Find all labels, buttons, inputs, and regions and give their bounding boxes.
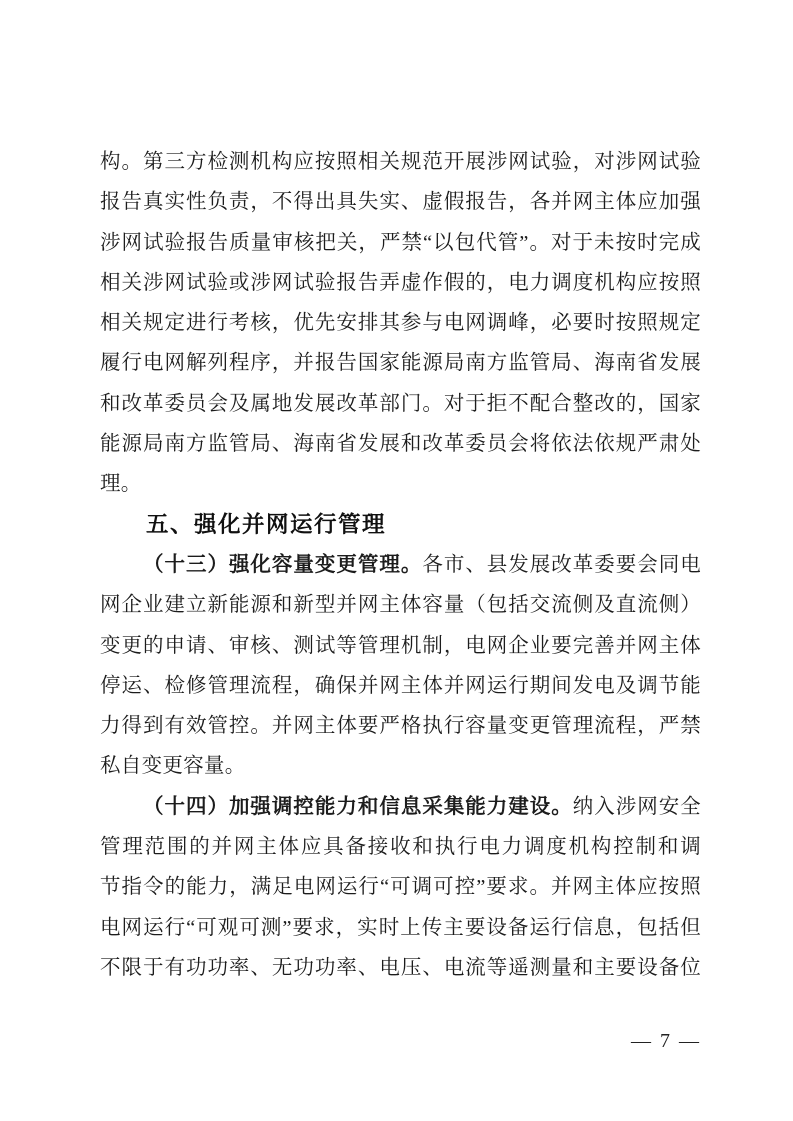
text-line: 变更的申请、审核、测试等管理机制，电网企业要完善并网主体 (100, 634, 701, 657)
text-line: 履行电网解列程序，并报告国家能源局南方监管局、海南省发展 (100, 352, 701, 375)
text-line: 力得到有效管控。并网主体要严格执行容量变更管理流程，严禁 (100, 715, 701, 738)
text-line: 报告真实性负责，不得出具失实、虚假报告，各并网主体应加强 (100, 191, 701, 214)
text-line: 和改革委员会及属地发展改革部门。对于拒不配合整改的，国家 (100, 392, 701, 415)
text-line: 电网运行“可观可测”要求，实时上传主要设备运行信息，包括但 (100, 916, 701, 939)
section-heading: 五、强化并网运行管理 (146, 511, 387, 537)
paragraph-13 (100, 545, 701, 787)
text-line (100, 787, 701, 827)
text-line: 相关规定进行考核，优先安排其参与电网调峰，必要时按照规定 (100, 312, 701, 335)
paragraph-lead: （十四）加强调控能力和信息采集能力建设。 (143, 795, 573, 818)
text-line: 能源局南方监管局、海南省发展和改革委员会将依法依规严肃处 (100, 433, 701, 456)
text-line: 涉网试验报告质量审核把关，严禁“以包代管”。对于未按时完成 (100, 231, 701, 254)
text-line: 网企业建立新能源和新型并网主体容量（包括交流侧及直流侧） (100, 594, 701, 617)
text-line: 不限于有功功率、无功功率、电压、电流等遥测量和主要设备位 (100, 956, 701, 979)
text-line: 相关涉网试验或涉网试验报告弄虚作假的，电力调度机构应按照 (100, 271, 701, 294)
paragraph-continuation (100, 142, 701, 505)
text-line: 节指令的能力，满足电网运行“可调可控”要求。并网主体应按照 (100, 876, 701, 899)
text-line: 构。第三方检测机构应按照相关规范开展涉网试验，对涉网试验 (100, 151, 701, 173)
paragraph-first-line-rest: 各市、县发展改革委要会同电 (422, 553, 701, 576)
document-body (100, 142, 701, 988)
text-line: 理。 (100, 473, 142, 496)
text-line (100, 545, 701, 585)
text-line: 管理范围的并网主体应具备接收和执行电力调度机构控制和调 (100, 836, 701, 859)
text-line: 私自变更容量。 (100, 755, 246, 778)
paragraph-14 (100, 787, 701, 988)
paragraph-lead: （十三）强化容量变更管理。 (143, 553, 423, 576)
text-line: 停运、检修管理流程，确保并网主体并网运行期间发电及调节能 (100, 674, 701, 697)
page-number: — 7 — (631, 1030, 701, 1052)
paragraph-first-line-rest: 纳入涉网安全 (572, 795, 701, 818)
